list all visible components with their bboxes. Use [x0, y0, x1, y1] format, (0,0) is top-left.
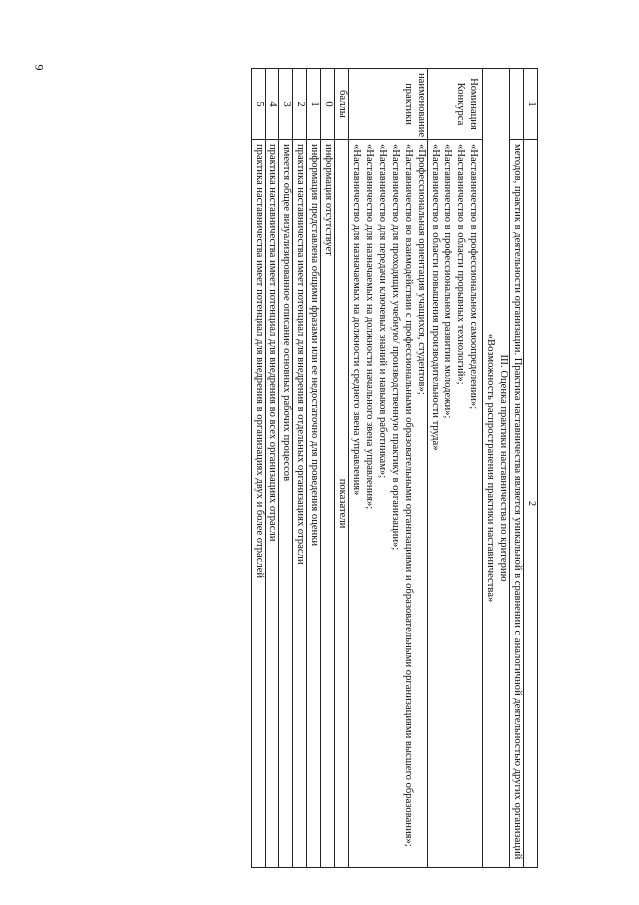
- score-value: 4: [265, 69, 279, 140]
- practice-name-row: [349, 69, 428, 868]
- score-text: практика наставничества имеет потенциал для внедрения во всех организациях отрасли: [265, 140, 279, 868]
- indicators-label: показатели: [335, 140, 349, 868]
- practice-item: «Наставничество во взаимодействии с профессиональными образовательными организациями и образовательными организациями высшего образования»;: [402, 144, 414, 847]
- header-row: [524, 69, 538, 868]
- score-row: [307, 69, 321, 868]
- page-number: 9: [32, 64, 47, 71]
- score-value: 0: [321, 69, 335, 140]
- practice-item: «Наставничество для передачи ключевых знаний и навыков работникам»;: [376, 144, 388, 479]
- nomination-list: [427, 140, 483, 868]
- score-value: 5: [251, 69, 265, 140]
- practice-item: «Наставничество для назначаемых на должности среднего звена управления»: [351, 144, 363, 496]
- practice-name-list: [349, 140, 428, 868]
- practice-item: «Наставничество для назначаемых на должности начального звена управления»;: [363, 144, 375, 510]
- intro-text: методов, практик в деятельности организации. Практика наставничества является уникальной в сравнении с аналогичной деятельностью других организаций: [510, 140, 524, 868]
- score-row: [251, 69, 265, 868]
- section-title: III. Оценка практики наставничества по критерию: [498, 354, 510, 582]
- rotated-document: [118, 68, 538, 868]
- score-row: [321, 69, 335, 868]
- score-row: [293, 69, 307, 868]
- header-col1: 1: [524, 69, 538, 140]
- practice-name-label: наименование практики: [349, 69, 428, 140]
- score-text: имеется общее визуализированное описание основных рабочих процессов: [279, 140, 293, 868]
- score-row: [265, 69, 279, 868]
- practice-item: «Профессиональная ориентация учащихся, студентов»;: [415, 144, 427, 395]
- score-value: 3: [279, 69, 293, 140]
- nomination-row: [427, 69, 483, 868]
- score-text: информация отсутствует: [321, 140, 335, 868]
- scores-label: баллы: [335, 69, 349, 140]
- criteria-table: [251, 68, 538, 868]
- nomination-item: «Наставничество в профессиональном самоопределении»;: [468, 144, 480, 410]
- score-value: 1: [307, 69, 321, 140]
- intro-row: [510, 69, 524, 868]
- nomination-label: Номинация Конкурса: [427, 69, 483, 140]
- nomination-item: «Наставничество в области прорывных технологий»;: [455, 144, 467, 385]
- section-row: [483, 69, 510, 868]
- nomination-item: «Наставничество в области повышения производительности труда»: [429, 144, 441, 451]
- section-subtitle: «Возможность распространения практики наставничества»: [485, 333, 497, 603]
- practice-item: «Наставничество для проходящих учебную/ производственную практику в организации»;: [389, 144, 401, 551]
- score-text: практика наставничества имеет потенциал для внедрения в организациях двух и более отраслей: [251, 140, 265, 868]
- score-row: [279, 69, 293, 868]
- header-col2: 2: [524, 140, 538, 868]
- score-text: информация представлена общими фразами или ее недостаточно для проведения оценки: [307, 140, 321, 868]
- section-heading: [483, 69, 510, 868]
- score-text: практика наставничества имеет потенциал для внедрения в отдельных организациях отрасли: [293, 140, 307, 868]
- nomination-item: «Наставничество в профессиональном развитии молодежи»;: [442, 144, 454, 419]
- scores-header-row: [335, 69, 349, 868]
- score-value: 2: [293, 69, 307, 140]
